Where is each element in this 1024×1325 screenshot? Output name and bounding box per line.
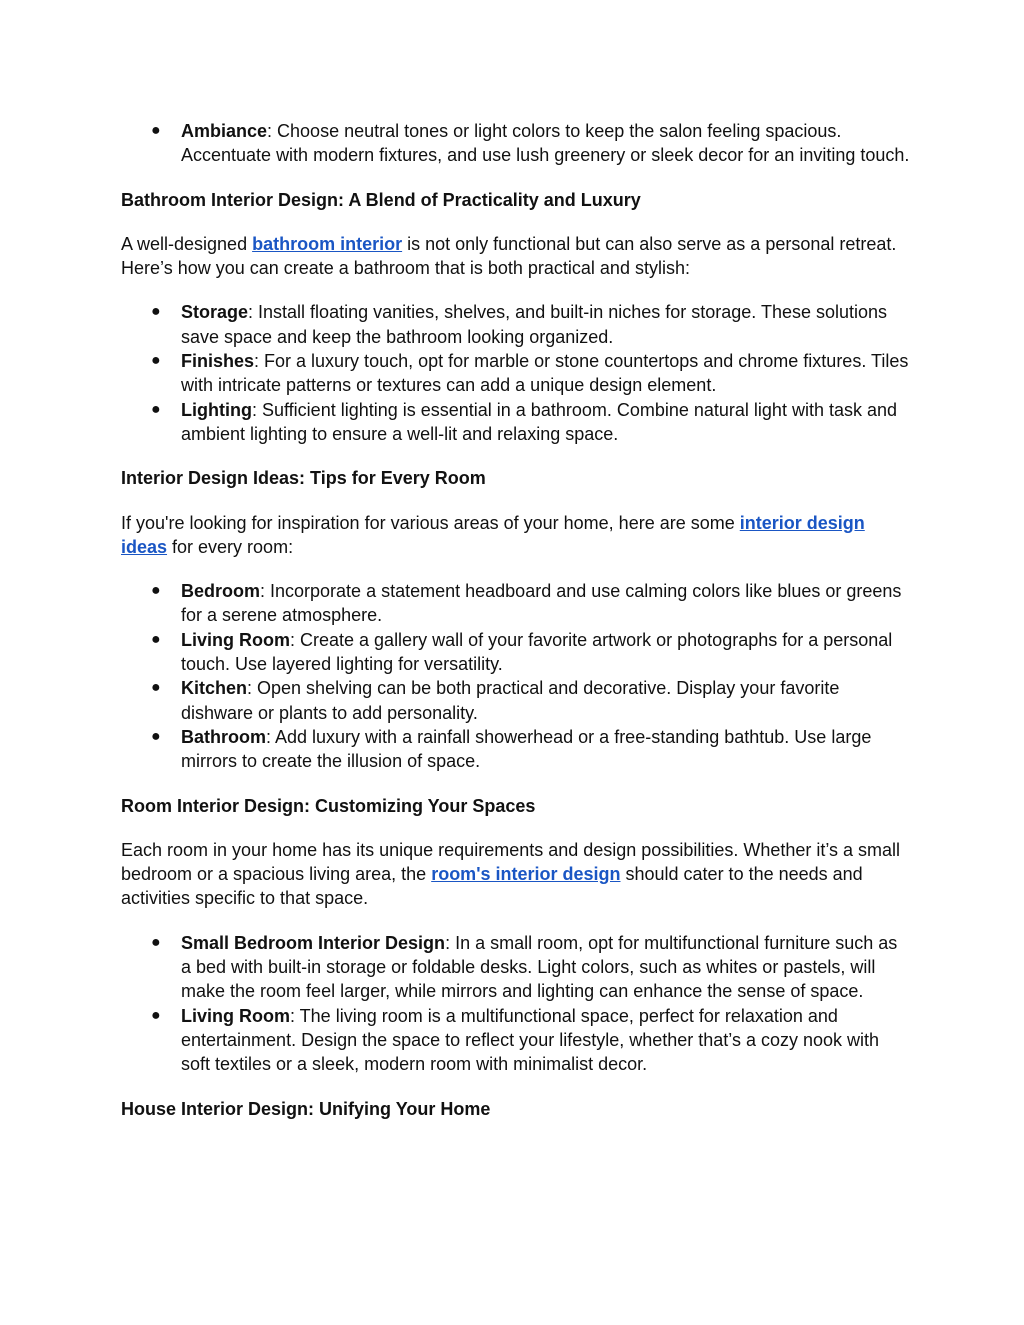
list-item [121, 119, 911, 168]
section-heading-bathroom: Bathroom Interior Design: A Blend of Practicality and Luxury [121, 189, 641, 210]
bullet-icon: ● [151, 303, 161, 321]
list-item-text: : Install floating vanities, shelves, and built-in niches for storage. These solutions save space and keep the bathroom looking organized. [181, 302, 888, 347]
list-item-text: : Add luxury with a rainfall showerhead or a free-standing bathtub. Use large mirrors to create the illusion of space. [181, 726, 872, 772]
list-item-term: Bathroom [181, 726, 266, 747]
bathroom-interior-link[interactable]: bathroom interior [252, 233, 403, 254]
list-item-term: Living Room [181, 629, 290, 650]
list-item-text: : Sufficient lighting is essential in a bathroom. Combine natural light with task and ambient lighting to ensure a well-lit and relaxing space. [181, 399, 898, 444]
section-heading-room: Room Interior Design: Customizing Your Spaces [121, 795, 536, 816]
list-item-text: : Create a gallery wall of your favorite artwork or photographs for a personal touch. Use layered lighting for versatility. [181, 629, 893, 675]
paragraph-bathroom [121, 232, 911, 281]
room-bullet-list [121, 931, 911, 1077]
section-heading-ideas: Interior Design Ideas: Tips for Every Room [121, 468, 486, 489]
paragraph-text: If you're looking for inspiration for various areas of your home, here are some [121, 512, 740, 533]
list-item-term: Ambiance [181, 121, 268, 141]
paragraph-text: for every room: [167, 536, 294, 557]
list-item-text: : In a small room, opt for multifunctional furniture such as a bed with built-in storage or foldable desks. Light colors, such as whites or pastels, will make the room feel larger, while mirrors and lighting can enhance the sense of space. [181, 932, 898, 1002]
bullet-icon: ● [151, 679, 161, 697]
bullet-icon: ● [151, 122, 161, 139]
list-item [121, 579, 911, 628]
list-item-text: : For a luxury touch, opt for marble or stone countertops and chrome fixtures. Tiles with intricate patterns or textures can add a unique design element. [181, 351, 909, 396]
bullet-icon: ● [151, 582, 161, 600]
list-item [121, 628, 911, 677]
paragraph-ideas [121, 511, 911, 560]
list-item [121, 725, 911, 774]
list-item [121, 676, 911, 725]
bathroom-bullet-list [121, 300, 911, 446]
list-item [121, 1004, 911, 1077]
intro-bullet-list [121, 119, 911, 168]
list-item [121, 931, 911, 1004]
section-heading-house: House Interior Design: Unifying Your Home [121, 1098, 491, 1119]
paragraph-text: is not only functional but can also serve as a personal retreat. Here’s how you can create a bathroom that is both practical and stylish: [121, 233, 897, 279]
list-item-term: Living Room [181, 1005, 290, 1026]
interior-design-ideas-link[interactable]: interior design ideas [121, 512, 865, 557]
paragraph-text: Each room in your home has its unique requirements and design possibilities. Whether it’s a small bedroom or a spacious living area, the [121, 839, 901, 885]
list-item-term: Kitchen [181, 678, 248, 699]
list-item-term: Small Bedroom Interior Design [181, 932, 446, 953]
list-item-term: Lighting [181, 399, 252, 420]
list-item [121, 300, 911, 349]
list-item [121, 349, 911, 398]
bullet-icon: ● [151, 1006, 161, 1024]
paragraph-room [121, 838, 911, 911]
list-item [121, 398, 911, 447]
bullet-icon: ● [151, 630, 161, 648]
ideas-bullet-list [121, 579, 911, 773]
list-item-text: : Open shelving can be both practical and decorative. Display your favorite dishware or plants to add personality. [181, 678, 840, 723]
bullet-icon: ● [151, 933, 161, 951]
bullet-icon: ● [151, 352, 161, 370]
document-content [121, 119, 911, 1121]
bullet-icon: ● [151, 400, 161, 418]
list-item-term: Finishes [181, 351, 255, 372]
paragraph-text: A well-designed [121, 233, 253, 254]
bullet-icon: ● [151, 727, 161, 745]
rooms-interior-design-link[interactable]: room's interior design [431, 864, 621, 885]
list-item-term: Storage [181, 302, 249, 323]
paragraph-text: should cater to the needs and activities specific to that space. [121, 864, 863, 909]
list-item-text: : The living room is a multifunctional space, perfect for relaxation and entertainment. Design the space to reflect your lifestyle, whether that’s a cozy nook with soft textiles or a sleek, modern room with minimalist decor. [181, 1005, 880, 1075]
list-item-term: Bedroom [181, 581, 261, 602]
list-item-text: : Incorporate a statement headboard and use calming colors like blues or greens for a serene atmosphere. [181, 581, 902, 626]
list-item-text: : Choose neutral tones or light colors to keep the salon feeling spacious. Accentuate with modern fixtures, and use lush greenery or sleek decor for an inviting touch. [181, 121, 910, 166]
